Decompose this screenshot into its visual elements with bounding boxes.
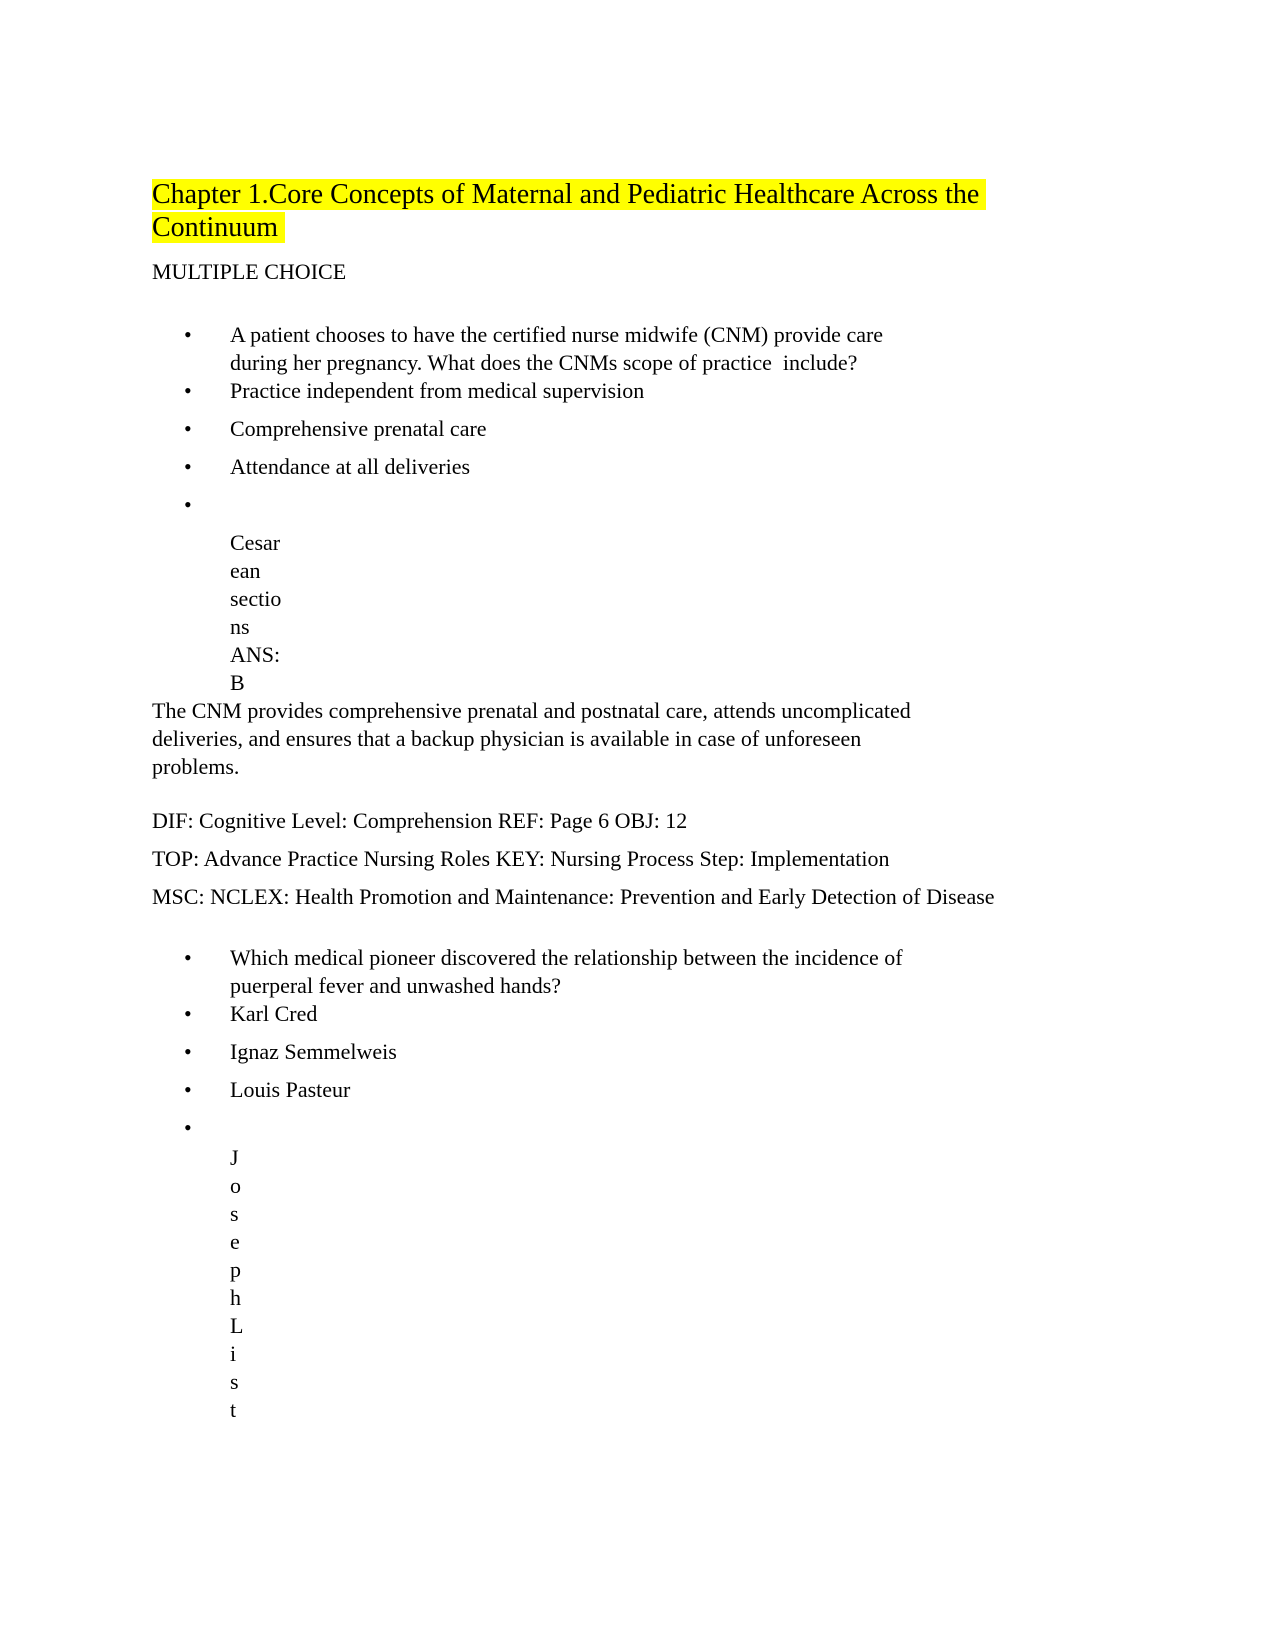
bullet-icon: • bbox=[184, 1039, 192, 1064]
answer-fragment-letter: h bbox=[230, 1285, 241, 1310]
question-1-list bbox=[152, 321, 1185, 519]
answer-fragment-line: Cesar bbox=[230, 530, 281, 555]
question-2-option-b bbox=[152, 1038, 1185, 1066]
question-2-option-c bbox=[152, 1076, 1185, 1104]
question-2-option-d-empty bbox=[152, 1114, 1185, 1142]
answer-fragment-letter: p bbox=[230, 1257, 241, 1282]
section-heading: MULTIPLE CHOICE bbox=[152, 259, 347, 284]
answer-fragment-line: sectio bbox=[230, 586, 282, 611]
question-1-stem-line-1: A patient chooses to have the certified nurse midwife (CNM) provide care bbox=[230, 322, 884, 347]
document-title bbox=[152, 178, 1185, 244]
answer-fragment-letter: J bbox=[230, 1145, 239, 1170]
question-2-option-a bbox=[152, 1000, 1185, 1028]
title-highlight-2: Continuum bbox=[152, 212, 286, 243]
question-1-answer-fragments bbox=[152, 529, 1185, 697]
question-2-answer-fragments bbox=[152, 1144, 1185, 1424]
question-2-stem-line-1: Which medical pioneer discovered the relationship between the incidence of bbox=[230, 945, 903, 970]
answer-fragment-line: ns bbox=[230, 614, 250, 639]
question-1-rationale bbox=[152, 697, 1185, 781]
question-1-option-c bbox=[152, 453, 1185, 481]
bullet-icon: • bbox=[184, 378, 192, 403]
question-1-option-b bbox=[152, 415, 1185, 443]
question-2-stem-line-2: puerperal fever and unwashed hands? bbox=[230, 973, 562, 998]
answer-letter: B bbox=[230, 670, 245, 695]
answer-fragment-letter: L bbox=[230, 1313, 244, 1338]
bullet-icon: • bbox=[184, 1077, 192, 1102]
answer-fragment-letter: e bbox=[230, 1229, 240, 1254]
bullet-icon: • bbox=[184, 454, 192, 479]
question-1-dif-line: DIF: Cognitive Level: Comprehension REF: Page 6 OBJ: 12 bbox=[152, 808, 688, 833]
question-1-option-d-empty bbox=[152, 491, 1185, 519]
question-1-option-c-text: Attendance at all deliveries bbox=[230, 454, 471, 479]
rationale-line-2: deliveries, and ensures that a backup physician is available in case of unforeseen bbox=[152, 726, 862, 751]
question-1-msc-line: MSC: NCLEX: Health Promotion and Maintenance: Prevention and Early Detection of Disease bbox=[152, 884, 995, 909]
bullet-icon: • bbox=[184, 416, 192, 441]
question-1-option-a-text: Practice independent from medical supervision bbox=[230, 378, 645, 403]
question-2-option-a-text: Karl Cred bbox=[230, 1001, 318, 1026]
answer-fragment-letter: s bbox=[230, 1201, 239, 1226]
answer-label: ANS: bbox=[230, 642, 281, 667]
answer-fragment-letter: s bbox=[230, 1369, 239, 1394]
question-1-stem-line-2: during her pregnancy. What does the CNMs scope of practice include? bbox=[230, 350, 858, 375]
question-2-stem bbox=[152, 944, 1185, 1000]
bullet-icon: • bbox=[184, 1001, 192, 1026]
rationale-line-1: The CNM provides comprehensive prenatal and postnatal care, attends uncomplicated bbox=[152, 698, 911, 723]
title-line-2 bbox=[152, 211, 1185, 244]
answer-fragment-letter: o bbox=[230, 1173, 241, 1198]
bullet-icon: • bbox=[184, 322, 192, 347]
question-2-stem-body bbox=[230, 944, 1185, 1000]
rationale-line-3: problems. bbox=[152, 754, 240, 779]
question-1-stem-body bbox=[230, 321, 1185, 377]
question-2-list bbox=[152, 944, 1185, 1142]
question-1-option-b-text: Comprehensive prenatal care bbox=[230, 416, 487, 441]
title-line-1 bbox=[152, 178, 1185, 211]
answer-fragment-line: ean bbox=[230, 558, 261, 583]
question-2-option-c-text: Louis Pasteur bbox=[230, 1077, 351, 1102]
question-1-option-a bbox=[152, 377, 1185, 405]
question-2-option-b-text: Ignaz Semmelweis bbox=[230, 1039, 397, 1064]
bullet-icon: • bbox=[184, 945, 192, 970]
bullet-icon: • bbox=[184, 492, 192, 517]
question-1-top-line: TOP: Advance Practice Nursing Roles KEY: Nursing Process Step: Implementation bbox=[152, 846, 890, 871]
question-1-stem bbox=[152, 321, 1185, 377]
answer-fragment-letter: t bbox=[230, 1397, 237, 1422]
answer-fragment-letter: i bbox=[230, 1341, 237, 1366]
title-highlight-1: Chapter 1.Core Concepts of Maternal and Pediatric Healthcare Across the bbox=[152, 179, 987, 210]
bullet-icon: • bbox=[184, 1115, 192, 1140]
